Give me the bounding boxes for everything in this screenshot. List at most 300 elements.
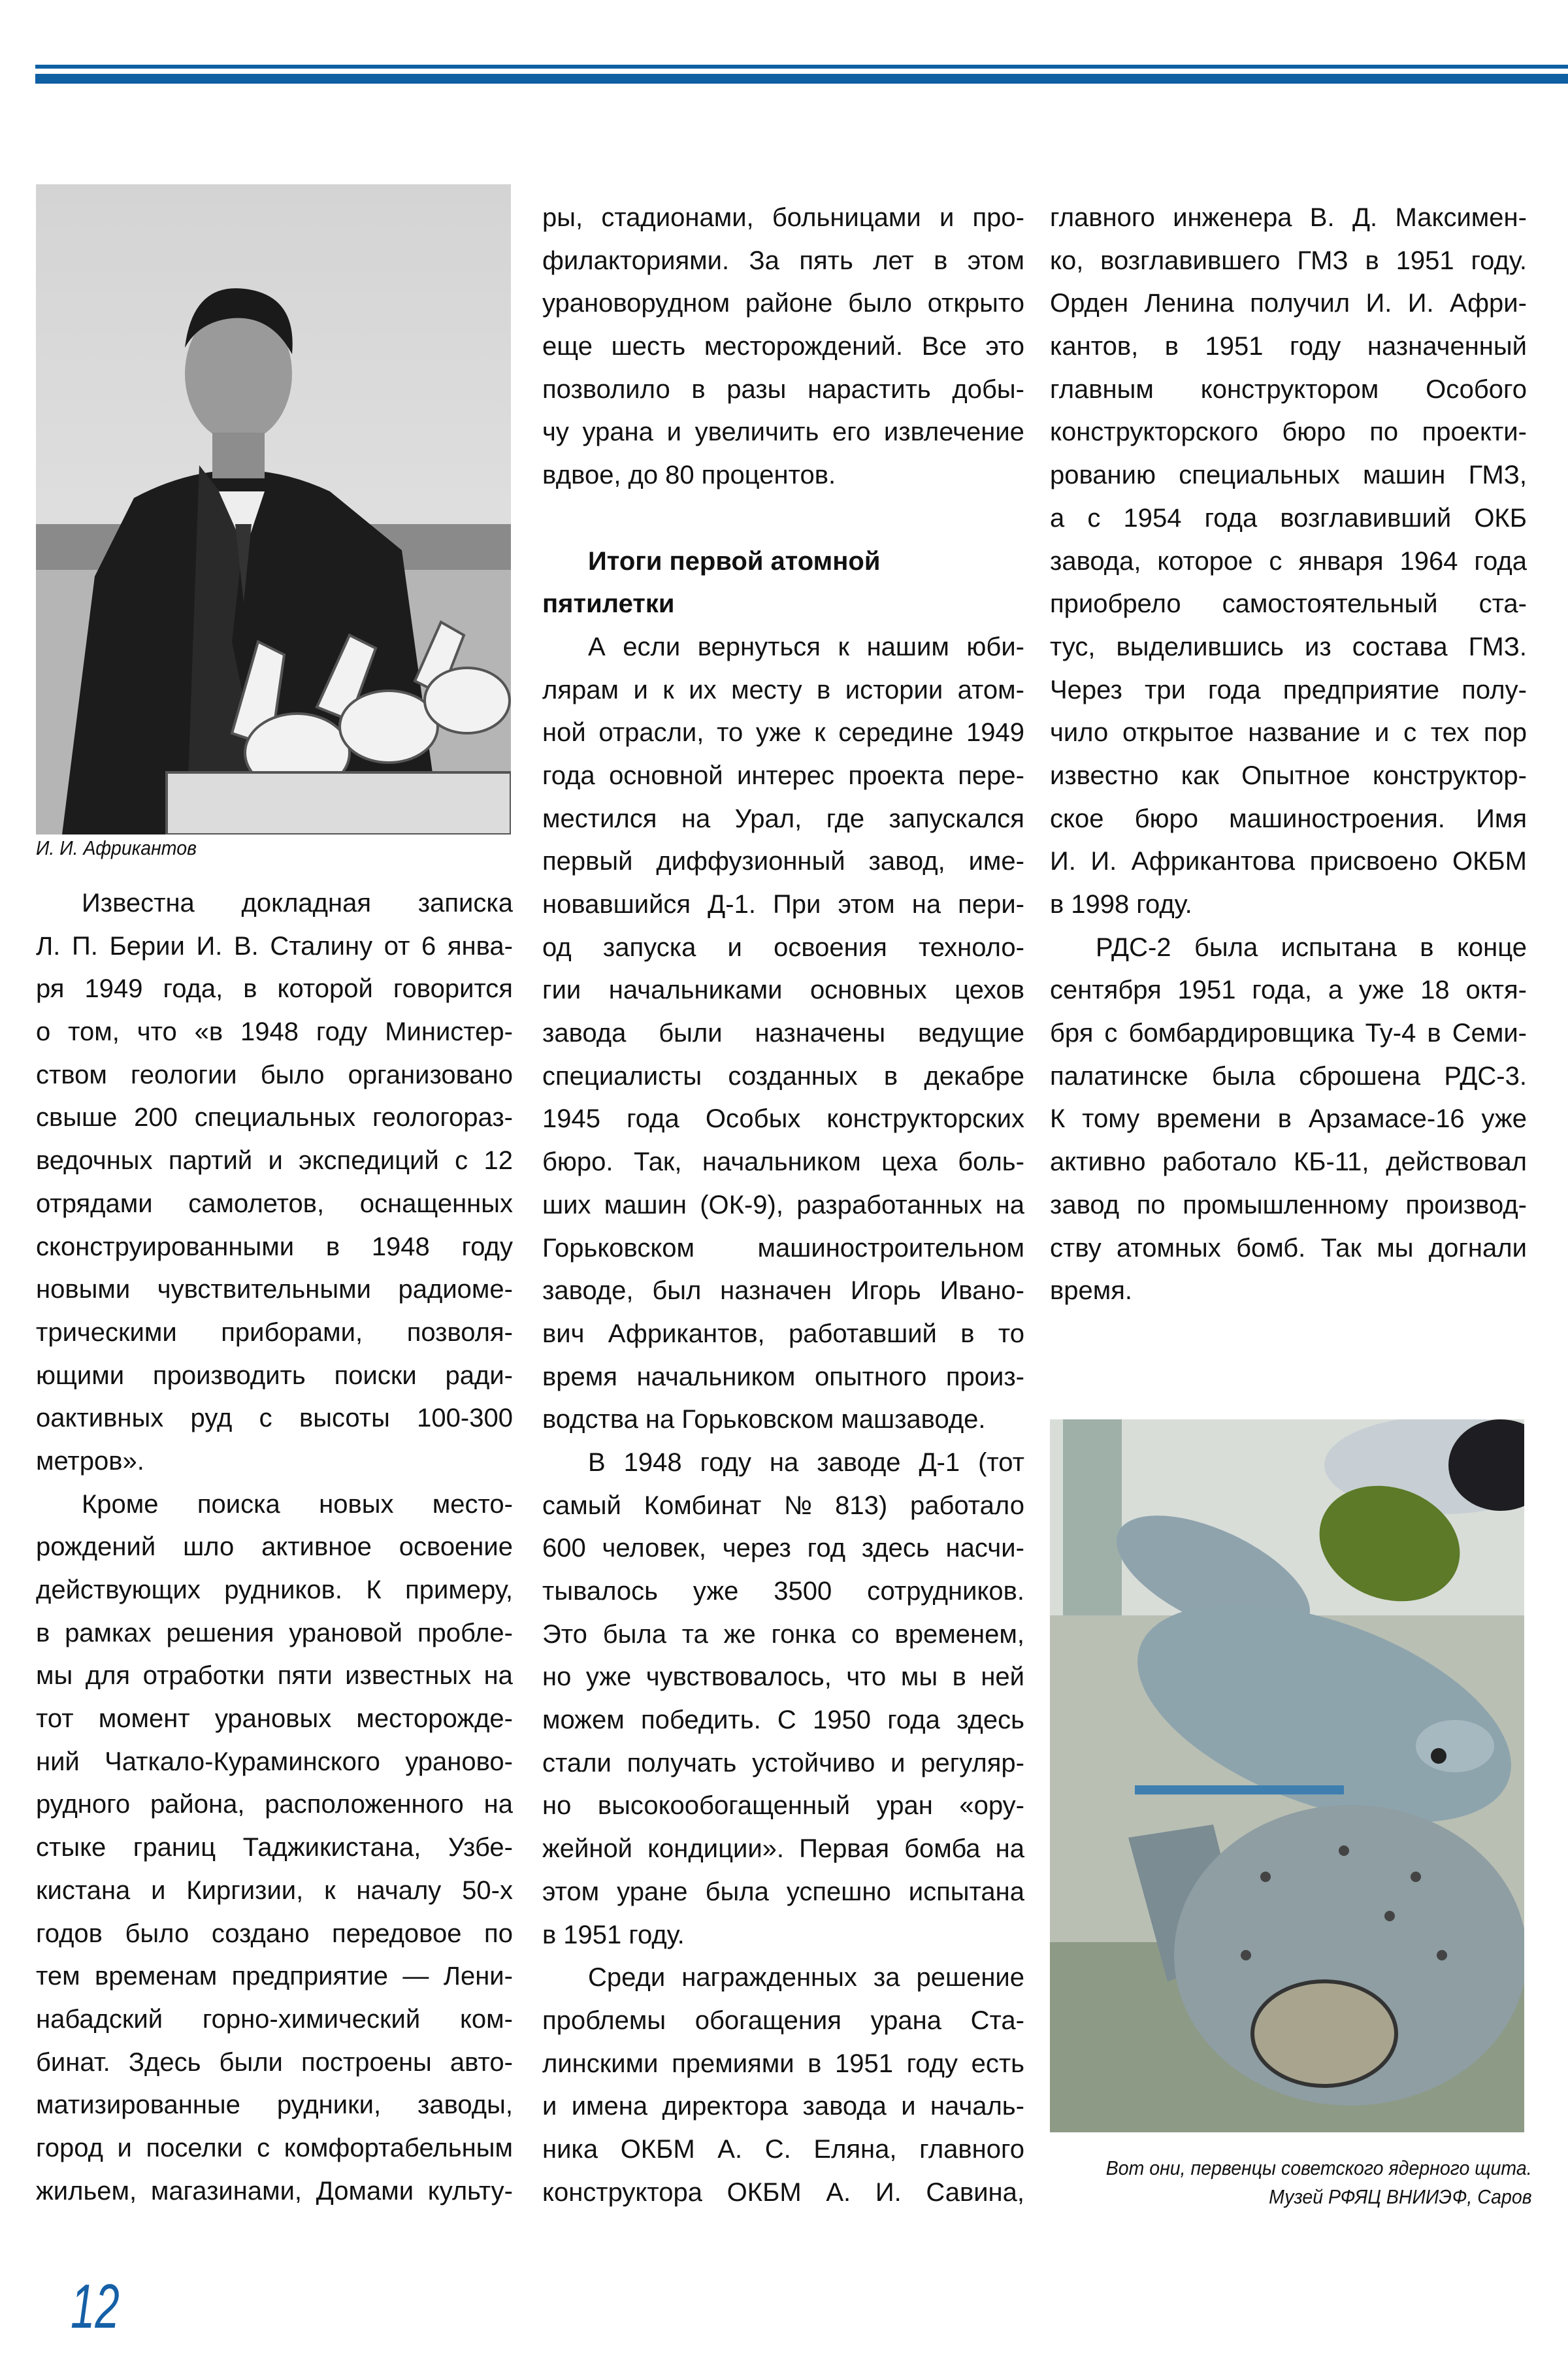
word: 1998 <box>1071 890 1130 919</box>
text-line <box>36 1612 513 1655</box>
word: Имя <box>1476 804 1527 833</box>
word: ведочных <box>36 1146 153 1176</box>
word: этом <box>838 890 895 919</box>
word: жильем, <box>36 2176 137 2206</box>
word: урановой <box>289 1618 403 1647</box>
word: гии <box>542 976 581 1005</box>
word: Африкантова <box>1131 847 1296 876</box>
word: в <box>1277 1104 1292 1134</box>
word: же <box>723 1619 756 1649</box>
word: с <box>259 1404 272 1433</box>
word: директора <box>662 2092 789 2121</box>
word: бомб. <box>1236 1233 1306 1263</box>
word: горно-химический <box>202 2004 421 2034</box>
word: известно <box>1050 761 1159 790</box>
word: года <box>1204 503 1258 533</box>
word: Д. <box>1352 203 1378 232</box>
word: 1951 <box>563 1920 622 1949</box>
word: примеру, <box>405 1576 513 1604</box>
text-line <box>36 2127 513 2170</box>
word: было <box>848 289 912 318</box>
word: основных <box>809 976 927 1005</box>
word: бинат. <box>36 2047 110 2077</box>
word: решения <box>166 1618 274 1647</box>
word: докладная <box>241 889 372 917</box>
text-line <box>542 969 1024 1012</box>
word: отрасли, <box>598 718 704 748</box>
word: Лени- <box>443 1962 513 1991</box>
word: заводе, <box>542 1276 634 1306</box>
word: комфортабельным <box>284 2133 513 2162</box>
word: начальником <box>702 1148 861 1177</box>
word: радиоме- <box>398 1275 513 1304</box>
text-line <box>542 1356 1024 1399</box>
word: оснащенных <box>359 1189 513 1218</box>
word: ря <box>36 974 65 1004</box>
word: обогащения <box>694 2006 841 2035</box>
word: и <box>1374 718 1390 748</box>
text-line <box>1050 497 1527 540</box>
text-line <box>542 927 1024 970</box>
word: но <box>542 1791 572 1821</box>
word: началь- <box>930 2092 1024 2121</box>
word: извлечение <box>883 418 1024 447</box>
word: к <box>662 675 674 704</box>
word: техноло- <box>918 933 1024 962</box>
word: до <box>628 461 659 490</box>
word: кистана <box>36 1876 131 1905</box>
word: из <box>1305 632 1331 661</box>
word: с <box>1087 503 1101 533</box>
word: решение <box>916 1963 1024 1992</box>
text-line <box>1050 540 1527 584</box>
word: пере- <box>958 761 1024 790</box>
word: передовое <box>332 1919 462 1948</box>
word: годов <box>36 1919 103 1948</box>
word: действующих <box>36 1576 201 1604</box>
text-line <box>36 1054 513 1097</box>
word: году <box>316 1017 368 1047</box>
word: машиностроительном <box>757 1233 1024 1263</box>
word: (тот <box>978 1447 1024 1477</box>
word: году. <box>1471 246 1527 275</box>
word: которой <box>277 974 373 1004</box>
word: свыше <box>36 1103 118 1132</box>
text-line <box>36 1440 513 1483</box>
word: филакториями. <box>542 246 730 275</box>
word: увеличить <box>694 418 819 447</box>
word: 200 <box>134 1103 178 1132</box>
word: уже <box>693 1577 739 1606</box>
word: геологораз- <box>372 1103 513 1132</box>
word: первой <box>669 546 764 576</box>
word: име- <box>968 847 1024 876</box>
text-line <box>542 1313 1024 1356</box>
text-line <box>542 1914 1024 1957</box>
text-line <box>1050 1098 1527 1141</box>
word: работавший <box>788 1319 937 1348</box>
portrait-caption: И. И. Африкантов <box>36 836 197 859</box>
word: бюро <box>1282 418 1346 447</box>
text-line <box>542 2043 1024 2086</box>
text-line <box>542 1957 1024 2000</box>
word: рождений <box>36 1532 156 1562</box>
word: с <box>455 1146 468 1176</box>
word: от <box>384 931 410 961</box>
word: с <box>257 2133 270 2162</box>
word: атомной <box>770 546 881 576</box>
word: Горьковском <box>681 1405 834 1434</box>
word: в <box>883 1061 898 1091</box>
word: цехов <box>955 976 1024 1005</box>
word: линскими <box>542 2049 659 2078</box>
word: запускался <box>889 804 1024 833</box>
text-line <box>1050 240 1527 283</box>
word: РДС-3. <box>1444 1061 1527 1091</box>
word: проблемы <box>542 2006 666 2035</box>
word: за <box>873 1963 900 1992</box>
word: уране <box>617 1877 688 1906</box>
word: ника <box>542 2134 598 2164</box>
text-line <box>36 1355 513 1398</box>
word: К <box>366 1576 382 1604</box>
word: мы <box>900 1662 938 1692</box>
word: Ста- <box>970 2006 1024 2035</box>
text-line <box>1050 969 1527 1012</box>
word: водства <box>542 1405 638 1434</box>
word: в <box>960 1319 975 1348</box>
word: Семи- <box>1452 1019 1527 1048</box>
word: Первая <box>799 1834 890 1864</box>
word: как <box>1181 761 1219 790</box>
word: была <box>705 1877 769 1906</box>
text-line <box>36 1397 513 1440</box>
word: через <box>722 1534 791 1563</box>
word: на <box>995 1190 1024 1219</box>
word: опытного <box>814 1362 927 1391</box>
word: бюро <box>1134 804 1198 833</box>
word: пор <box>1483 718 1527 748</box>
word: были <box>659 1019 723 1048</box>
word: расположенного <box>265 1790 464 1819</box>
word: к <box>324 1876 336 1905</box>
word: местился <box>542 804 657 833</box>
word: границ <box>133 1833 216 1862</box>
word: пятилетки <box>542 589 675 619</box>
word: 6 <box>421 931 436 961</box>
word: в <box>1365 246 1379 275</box>
word: мы <box>36 1661 73 1691</box>
word: «в <box>194 1017 223 1047</box>
text-line <box>542 1742 1024 1785</box>
word: 1948 <box>371 1232 430 1261</box>
word: испытана <box>1281 933 1397 962</box>
word: Орден <box>1050 289 1129 318</box>
word: набадский <box>36 2004 163 2034</box>
word: чу <box>542 418 569 447</box>
word: палатинске <box>1050 1061 1188 1091</box>
word: и <box>939 203 955 232</box>
text-line <box>36 1312 513 1355</box>
word: а <box>1050 503 1065 533</box>
word: ству <box>1050 1233 1102 1263</box>
word: 1949 <box>84 974 143 1004</box>
word: нарастить <box>808 374 931 404</box>
word: интерес <box>736 761 835 790</box>
word: Комбинат <box>644 1491 762 1520</box>
word: ГМЗ <box>1297 246 1348 275</box>
text-line <box>1050 1141 1527 1184</box>
word: освоения <box>774 933 887 962</box>
word: нашим <box>866 632 949 661</box>
word: году <box>906 2049 958 2078</box>
bombs-caption <box>1106 2154 1532 2211</box>
word: тех <box>1430 718 1470 748</box>
word: ней <box>981 1662 1024 1692</box>
word: чило <box>1050 718 1109 748</box>
text-line <box>542 1442 1024 1485</box>
word: ское <box>1050 804 1104 833</box>
word: специальных <box>1179 461 1340 490</box>
text-line <box>36 1655 513 1698</box>
text-line <box>36 1526 513 1569</box>
word: завод <box>1050 1190 1120 1219</box>
word: и <box>151 1876 166 1905</box>
text-line <box>1050 282 1527 325</box>
text-line <box>1050 712 1527 755</box>
atomic-bombs-museum-photo <box>1050 1419 1524 2132</box>
word: отрядами <box>36 1189 153 1218</box>
portrait-photo <box>36 184 511 834</box>
word: В <box>588 1447 606 1477</box>
word: ОКБМ <box>1452 847 1527 876</box>
bombs-caption-line-2: Музей РФЯЦ ВНИИЭФ, Саров <box>1269 2185 1532 2208</box>
text-line <box>1050 840 1527 884</box>
word: ОКБ <box>1474 503 1527 533</box>
word: году <box>461 1232 513 1261</box>
text-line <box>542 411 1024 454</box>
word: на <box>911 890 941 919</box>
word: которое <box>1157 546 1253 576</box>
word: к <box>838 632 850 661</box>
text-line <box>1050 454 1527 497</box>
word: оактивных <box>36 1404 164 1433</box>
word: бомбардировщика <box>1128 1019 1354 1048</box>
word: поиска <box>197 1489 280 1519</box>
word: по <box>1136 1190 1166 1219</box>
word: конструктора <box>542 2177 702 2207</box>
word: том, <box>68 1017 120 1047</box>
word: премиями <box>672 2049 794 2078</box>
word: года, <box>163 974 223 1004</box>
word: При <box>773 890 821 919</box>
text-line <box>36 1870 513 1913</box>
word: И. <box>196 931 223 961</box>
word: самостоятельный <box>1222 589 1438 619</box>
word: 1948 <box>623 1447 682 1477</box>
word: для <box>85 1661 131 1691</box>
text-line <box>1050 927 1527 970</box>
word: этом <box>967 246 1024 275</box>
word: уран <box>876 1791 933 1821</box>
text-line <box>36 1998 513 2041</box>
word: новавшийся <box>542 890 691 919</box>
word: И. <box>1090 847 1117 876</box>
word: чувствовалось, <box>645 1662 832 1692</box>
word: поселки <box>146 2133 243 2162</box>
word: рамках <box>65 1618 152 1647</box>
word: получил <box>1250 289 1350 318</box>
word: на <box>769 1447 799 1477</box>
word: 3500 <box>774 1577 832 1606</box>
word: Чаткало-Кураминского <box>105 1747 380 1776</box>
word: произ- <box>945 1362 1024 1391</box>
word: с <box>1104 1019 1118 1048</box>
word: промышленному <box>1183 1190 1388 1219</box>
word: стали <box>542 1748 612 1777</box>
word: Игорь <box>850 1276 921 1306</box>
word: была <box>602 1619 666 1649</box>
text-line <box>1050 755 1527 798</box>
word: уже <box>585 1662 632 1692</box>
word: октя- <box>1465 976 1527 1005</box>
text-line <box>36 1226 513 1269</box>
text-line <box>1050 798 1527 841</box>
word: Д-1. <box>708 890 756 919</box>
word: 12 <box>483 1146 513 1176</box>
word: года <box>542 761 595 790</box>
word: И. <box>1365 289 1392 318</box>
word: о <box>36 1017 51 1047</box>
word: по <box>484 1919 513 1948</box>
word: Арзамасе-16 <box>1308 1104 1465 1134</box>
paragraph <box>1050 197 1527 927</box>
text-line <box>1050 583 1527 626</box>
text-line <box>36 1913 513 1956</box>
word: урановорудном <box>542 289 730 318</box>
word: разработанных <box>796 1190 983 1219</box>
word: «ору- <box>959 1791 1024 1821</box>
word: машин <box>1363 461 1446 490</box>
word: проекти- <box>1422 418 1527 447</box>
word: специалисты <box>542 1061 702 1091</box>
paragraph <box>542 197 1024 497</box>
word: сброшена <box>1299 1061 1421 1091</box>
word: самый <box>542 1491 621 1520</box>
word: РДС-2 <box>1096 933 1171 962</box>
text-line <box>542 1184 1024 1227</box>
word: юби- <box>966 632 1024 661</box>
word: открытое <box>1122 718 1234 748</box>
word: геологии <box>131 1060 237 1089</box>
text-line <box>542 583 1024 626</box>
text-line <box>36 2170 513 2213</box>
header-rule-thick <box>35 74 1568 84</box>
word: Среди <box>588 1963 666 1992</box>
word: больницами <box>772 203 921 232</box>
word: возглавившего <box>1100 246 1281 275</box>
word: 1950 <box>813 1706 871 1735</box>
word: вернуться <box>697 632 821 661</box>
word: пяти <box>277 1661 333 1691</box>
word: производить <box>152 1361 306 1390</box>
word: районе <box>745 289 833 318</box>
word: экспедиций <box>299 1146 439 1176</box>
word: временам <box>94 1962 218 1991</box>
word: высокообогащенный <box>597 1791 851 1821</box>
word: Известна <box>82 889 195 917</box>
word: была <box>1194 933 1258 962</box>
word: 100-300 <box>417 1404 513 1433</box>
word: в <box>243 974 257 1004</box>
word: Еляна, <box>813 2134 897 2164</box>
text-line <box>542 540 1024 584</box>
word: Министер- <box>385 1017 513 1047</box>
word: в <box>542 1920 557 1949</box>
word: на <box>483 1790 513 1819</box>
text-line <box>542 1570 1024 1613</box>
word: од <box>542 933 572 962</box>
word: позволя- <box>406 1317 513 1347</box>
word: трическими <box>36 1317 177 1347</box>
text-line <box>542 1141 1024 1184</box>
word: производ- <box>1405 1190 1527 1219</box>
word: машзаводе. <box>841 1405 986 1434</box>
word: За <box>749 246 779 275</box>
word: человек, <box>602 1534 706 1563</box>
word: Домами <box>316 2176 414 2206</box>
word: времени <box>1156 1104 1261 1134</box>
text-line <box>542 1527 1024 1570</box>
word: пять <box>799 246 853 275</box>
word: завод, <box>868 847 945 876</box>
word: рудники, <box>276 2090 382 2120</box>
word: главного <box>1050 203 1155 232</box>
word: В. <box>233 931 259 961</box>
text-line <box>542 2172 1024 2215</box>
text-line <box>36 2084 513 2127</box>
word: С. <box>764 2134 791 2164</box>
word: И. <box>875 2177 902 2207</box>
word: ГМЗ, <box>1468 461 1527 490</box>
word: чувствительными <box>157 1275 371 1304</box>
word: в <box>1420 933 1434 962</box>
word: 813) <box>835 1491 888 1520</box>
word: 1964 <box>1399 546 1458 576</box>
word: Урал, <box>734 804 802 833</box>
text-line <box>36 1268 513 1312</box>
word: стадионами, <box>601 203 754 232</box>
word: лярам <box>542 675 619 704</box>
word: завода <box>542 1019 627 1048</box>
word: есть <box>971 2049 1024 2078</box>
word: вдвое, <box>542 461 621 490</box>
word: к <box>814 718 826 748</box>
word: на <box>483 1661 513 1691</box>
word: ГМЗ. <box>1468 632 1527 661</box>
text-line <box>542 369 1024 412</box>
text-line <box>1050 1184 1527 1227</box>
text-line <box>1050 1227 1527 1270</box>
word: устойчиво <box>752 1748 875 1777</box>
word: успешно <box>786 1877 891 1906</box>
text-line <box>36 1698 513 1741</box>
word: конструкторского <box>1050 418 1258 447</box>
section-heading <box>542 540 1024 626</box>
word: года <box>887 1706 940 1735</box>
word: в <box>691 374 706 404</box>
text-line <box>542 1613 1024 1657</box>
